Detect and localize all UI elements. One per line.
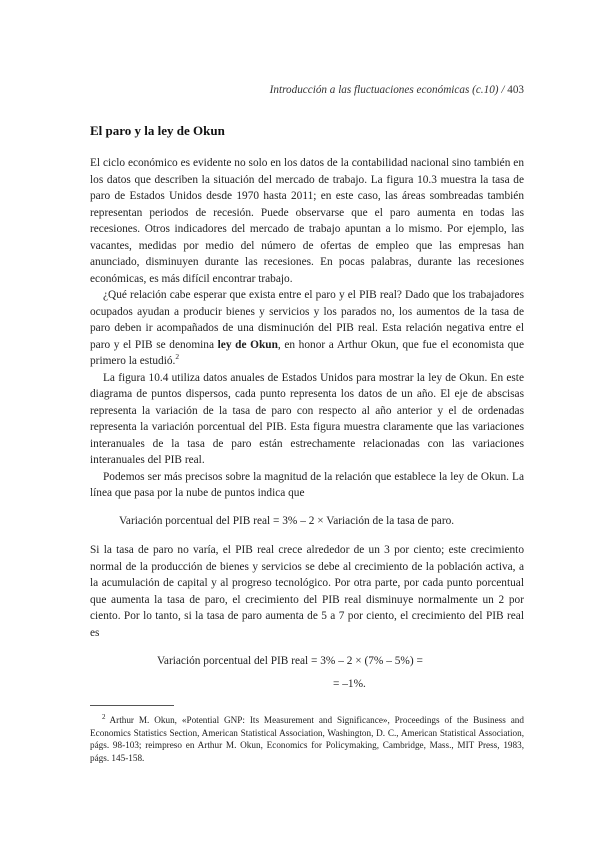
paragraph-3: La figura 10.4 utiliza datos anuales de Estados Unidos para mostrar la ley de Okun. En este diagrama de puntos dispersos, cada punto representa los datos de un año. El eje de abscisas representa la variación de la tasa de paro con respecto al año anterior y el de ordenadas representa la variación porcentual del PIB. Esta figura muestra claramente que las variaciones interanuales de la tasa de paro están estrechamente relacionadas con las variaciones interanuales del PIB real. <box>90 371 524 466</box>
footnote-divider <box>90 705 174 706</box>
body-text <box>90 155 524 692</box>
example-equation-line-2: = –1%. <box>333 677 366 690</box>
header-separator: / <box>498 84 508 96</box>
paragraph-4: Podemos ser más precisos sobre la magnitud de la relación que establece la ley de Okun. La línea que pasa por la nube de puntos indica que <box>90 470 524 499</box>
paragraph-5: Si la tasa de paro no varía, el PIB real crece alrededor de un 3 por ciento; este crecimiento normal de la producción de bienes y servicios se debe al crecimiento de la población activa, a la acumulación de capital y al progreso tecnológico. Por otra parte, por cada punto porcentual que aumenta la tasa de paro, el crecimiento del PIB real disminuye normalmente un 2 por ciento. Por lo tanto, si la tasa de paro aumenta de 5 a 7 por ciento, el crecimiento del PIB real es <box>90 544 524 639</box>
okun-law-term: ley de Okun <box>217 338 278 351</box>
running-title: Introducción a las fluctuaciones económicas (c.10) <box>269 84 499 96</box>
paragraph-1: El ciclo económico es evidente no solo en los datos de la contabilidad nacional sino también en los datos que describen la situación del mercado de trabajo. La figura 10.3 muestra la tasa de paro de Estados Unidos desde 1970 hasta 2011; en este caso, las áreas sombreadas también representan periodos de recesión. Puede observarse que el paro aumenta en todas las recesiones. Otros indicadores del mercado de trabajo apuntan a lo mismo. Por ejemplo, las vacantes, medidas por medio del número de ofertas de empleo que las empresas han anunciado, disminuyen durante las recesiones. En pocas palabras, durante las recesiones económicas, es más difícil encontrar trabajo. <box>90 157 524 285</box>
section-title: El paro y la ley de Okun <box>90 123 225 138</box>
running-header <box>90 84 524 96</box>
paragraph-2 <box>90 287 524 370</box>
footnote-text: Arthur M. Okun, «Potential GNP: Its Measurement and Significance», Proceedings of the Business and Economics Statistics Section, American Statistical Association, Washington, D. C., American Statistical Association, págs. 98-103; reimpreso en Arthur M. Okun, Economics for Policymaking, Cambridge, Mass., MIT Press, 1983, págs. 145-158. <box>90 715 524 764</box>
paragraph-2-start: ¿Qué relación cabe esperar que exista entre el paro y el PIB real? Dado que los trabajadores ocupados ayudan a producir bienes y servicios y los parados no, los aumentos de la tasa de paro deben ir acompañados de una disminución del PIB real. Esta relación negativa entre el paro y el PIB se denomina <box>90 289 524 351</box>
example-equation-line-1: Variación porcentual del PIB real = 3% – 2 × (7% – 5%) = <box>157 655 423 667</box>
page-number: 403 <box>507 84 524 96</box>
footnote <box>90 711 524 765</box>
okun-equation: Variación porcentual del PIB real = 3% – 2 × Variación de la tasa de paro. <box>119 514 455 527</box>
footnote-mark: 2 <box>102 713 106 721</box>
footnote-reference: 2 <box>175 352 180 362</box>
paragraph-2-end: , en honor a Arthur Okun, que fue el economista que primero la estudió. <box>90 338 524 367</box>
